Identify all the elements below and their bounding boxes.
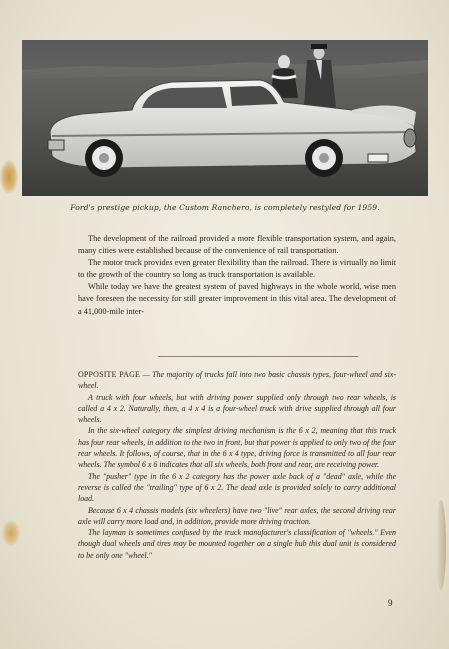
note-first-text: — The majority of trucks fall into two basic chassis types, four-wheel and six-wheel. — [78, 370, 396, 391]
opposite-page-note — [78, 369, 396, 561]
note-paragraph: The "pusher" type in the 6 x 2 category has the power axle back of a "dead" axle, while the reverse is called the "trailing" type of 6 x 2. The dead axle is provided solely to carry additional load. — [78, 471, 396, 504]
page-number: 9 — [388, 598, 393, 608]
note-lead: OPPOSITE PAGE — [78, 370, 141, 379]
note-paragraph: A truck with four wheels, but with driving power supplied only through two rear wheels, is called a 4 x 2. Naturally, then, a 4 x 4 is a four-wheel truck with drive supplied through all four wheels. — [78, 392, 396, 425]
paper-stain — [2, 520, 20, 546]
section-divider — [158, 356, 358, 357]
body-paragraph: The development of the railroad provided a more flexible transportation system, and again, many cities were established because of the convenience of rail transportation. — [78, 234, 396, 256]
body-paragraph: While today we have the greatest system of paved highways in the whole world, wise men have foreseen the necessity for still greater improvement in this vital area. The development of a 41,000-mile inter- — [78, 282, 396, 316]
body-paragraph: The motor truck provides even greater flexibility than the railroad. There is virtually no limit to the growth of the country so long as truck transportation is available. — [78, 258, 396, 280]
truck-photo — [22, 40, 428, 196]
paper-stain — [0, 160, 18, 194]
note-paragraph — [78, 369, 396, 392]
note-paragraph: The layman is sometimes confused by the truck manufacturer's classification of "wheels." Even though dual wheels and tires may be mounted together on a single hub this dual unit is considered to be only one "wheel." — [78, 528, 396, 560]
note-paragraph: Because 6 x 4 chassis models (six wheelers) have two "live" rear axles, the second driving rear axle will carry more load and, in addition, provide more driving traction. — [78, 505, 396, 526]
note-paragraph: In the six-wheel category the simplest driving mechanism is the 6 x 2, meaning that this truck has four rear wheels, in addition to the two in front, but that power is applied to only two of the four rear wheels. It follows, of course, that in the 6 x 4 type, driving force is transmitted to all four rear wheels. The symbol 6 x 6 indicates that all six wheels, both front and rear, are receiving power. — [78, 426, 397, 470]
main-text — [78, 233, 396, 318]
photo-caption: Ford's prestige pickup, the Custom Ranchero, is completely restyled for 1959. — [70, 203, 380, 212]
paper-stain — [436, 500, 446, 590]
truck-photo-illustration — [22, 40, 428, 196]
